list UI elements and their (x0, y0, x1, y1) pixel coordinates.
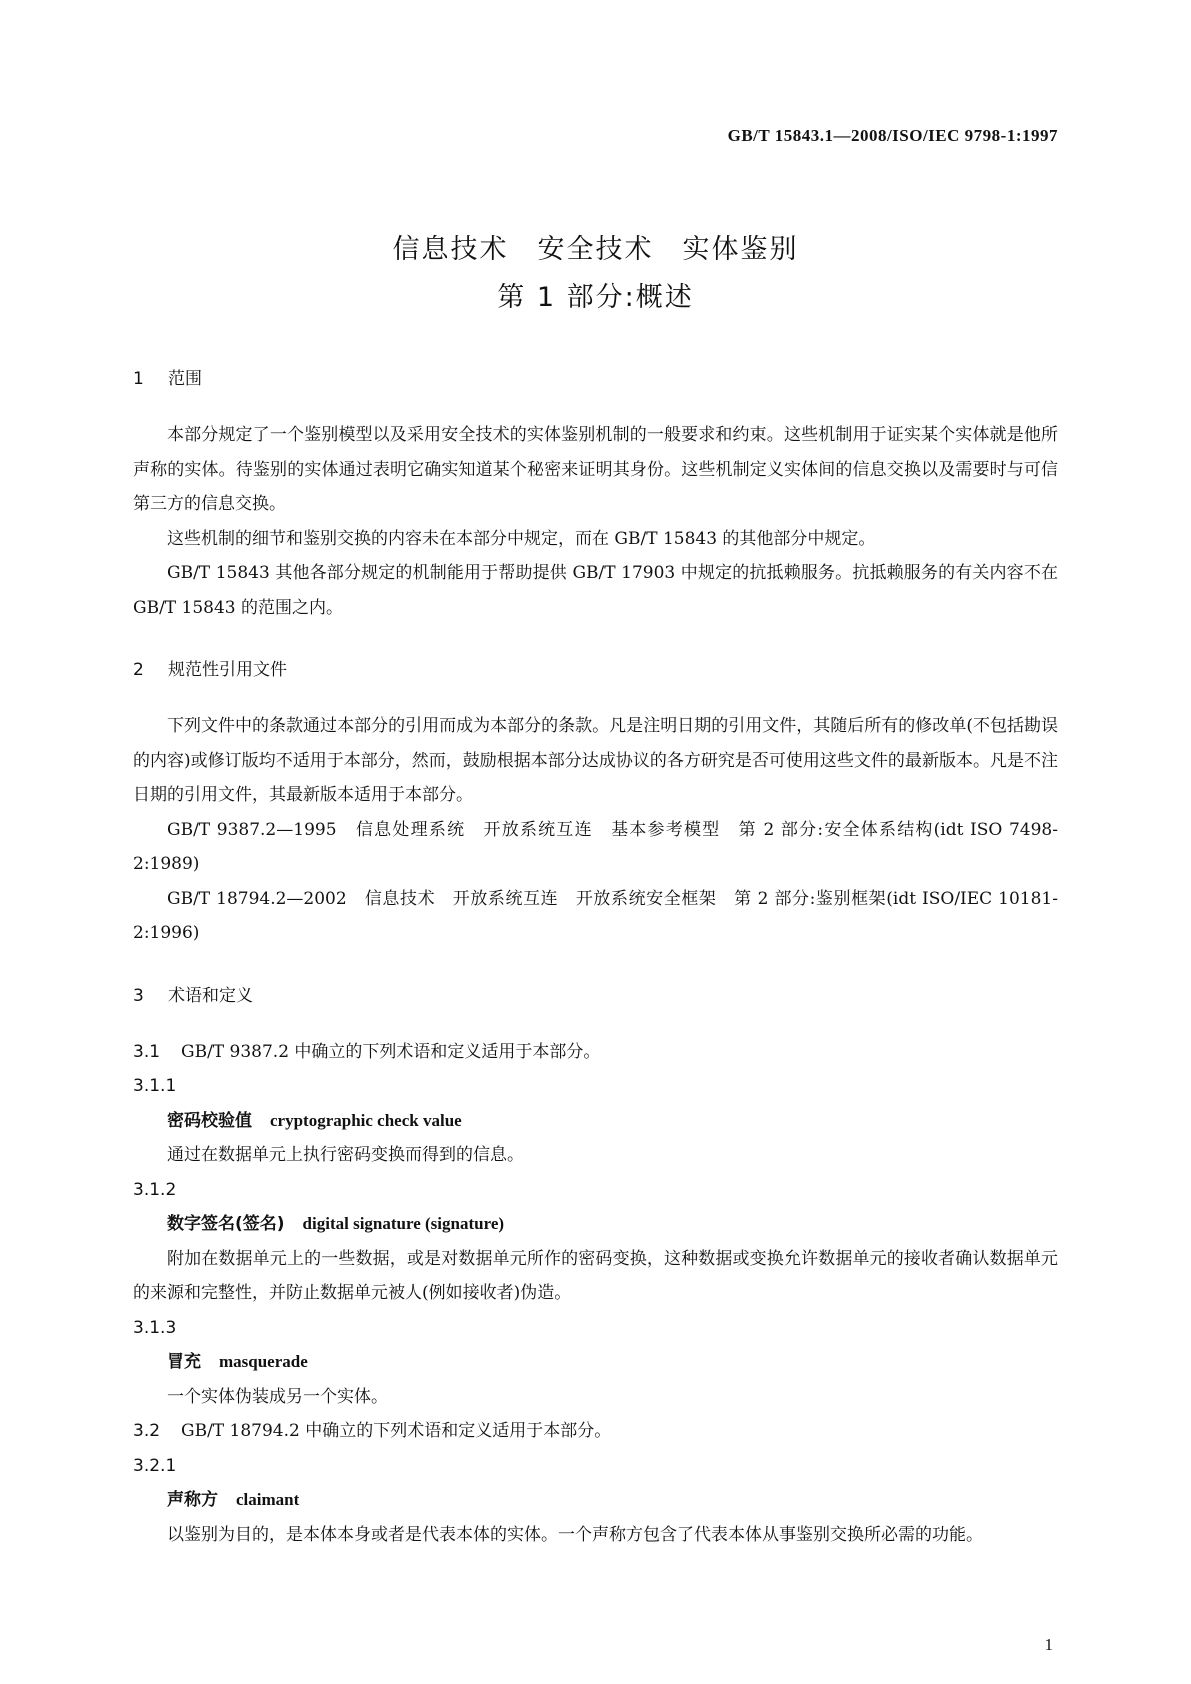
term-zh: 声称方 (167, 1490, 218, 1510)
section-number: 2 (133, 660, 144, 680)
term-en: masquerade (219, 1352, 308, 1371)
clause-text: GB/T 9387.2 中确立的下列术语和定义适用于本部分。 (181, 1041, 601, 1062)
term-3-1-1 (133, 1104, 1058, 1139)
term-3-2-1 (133, 1483, 1058, 1518)
section-number: 1 (133, 369, 144, 389)
term-zh: 密码校验值 (167, 1110, 252, 1131)
term-zh: 数字签名(签名) (167, 1214, 285, 1234)
term-3-1-3 (133, 1345, 1058, 1380)
document-title (0, 226, 1191, 322)
clause-3-2 (133, 1414, 1058, 1449)
section-title: 规范性引用文件 (168, 660, 287, 680)
term-en: claimant (236, 1490, 300, 1509)
standard-code: GB/T 15843.1—2008/ISO/IEC 9798-1:1997 (727, 126, 1058, 145)
section-number: 3 (133, 985, 144, 1006)
normative-reference-2: GB/T 18794.2—2002 信息技术 开放系统互连 开放系统安全框架 第 2 部分:鉴别框架(idt ISO/IEC 10181-2:1996) (133, 888, 1058, 943)
clause-3-1-2-number: 3.1.2 (133, 1179, 177, 1200)
term-en: cryptographic check value (270, 1110, 462, 1130)
clause-3-1-3-number: 3.1.3 (133, 1317, 177, 1338)
clause-3-1 (133, 1035, 1058, 1070)
section-1-heading (133, 364, 1058, 394)
section-3-heading (133, 981, 1058, 1011)
definition-3-2-1: 以鉴别为目的，是本体本身或者是代表本体的实体。一个声称方包含了代表本体从事鉴别交换所必需的功能。 (167, 1524, 983, 1545)
definition-3-1-2: 附加在数据单元上的一些数据，或是对数据单元所作的密码变换，这种数据或变换允许数据单元的接收者确认数据单元的来源和完整性，并防止数据单元被人(例如接收者)伪造。 (133, 1248, 1058, 1303)
section-title: 范围 (168, 369, 202, 389)
section-1-paragraph-2: 这些机制的细节和鉴别交换的内容未在本部分中规定，而在 GB/T 15843 的其他部分中规定。 (167, 528, 876, 549)
term-3-1-2 (133, 1207, 1058, 1242)
normative-reference-1: GB/T 9387.2—1995 信息处理系统 开放系统互连 基本参考模型 第 2 部分:安全体系结构(idt ISO 7498-2:1989) (133, 819, 1058, 874)
title-line-1: 信息技术 安全技术 实体鉴别 (392, 234, 799, 265)
term-zh: 冒充 (167, 1352, 201, 1372)
section-title: 术语和定义 (168, 985, 253, 1006)
page-number: 1 (1044, 1635, 1053, 1654)
clause-number: 3.1 (133, 1041, 161, 1062)
clause-3-1-1-number: 3.1.1 (133, 1076, 177, 1096)
main-content (133, 364, 1058, 1552)
clause-text: GB/T 18794.2 中确立的下列术语和定义适用于本部分。 (181, 1421, 612, 1441)
title-line-2: 第 1 部分:概述 (497, 282, 694, 313)
section-2-heading (133, 655, 1058, 685)
clause-3-2-1-number: 3.2.1 (133, 1455, 177, 1476)
clause-number: 3.2 (133, 1421, 161, 1441)
definition-3-1-1: 通过在数据单元上执行密码变换而得到的信息。 (167, 1145, 524, 1165)
term-en: digital signature (signature) (302, 1214, 505, 1233)
section-1-paragraph-1: 本部分规定了一个鉴别模型以及采用安全技术的实体鉴别机制的一般要求和约束。这些机制用于证实某个实体就是他所声称的实体。待鉴别的实体通过表明它确实知道某个秘密来证明其身份。这些机制定义实体间的信息交换以及需要时与可信第三方的信息交换。 (133, 425, 1058, 514)
section-1-paragraph-3: GB/T 15843 其他各部分规定的机制能用于帮助提供 GB/T 17903 中规定的抗抵赖服务。抗抵赖服务的有关内容不在 GB/T 15843 的范围之内。 (133, 563, 1058, 618)
definition-3-1-3: 一个实体伪装成另一个实体。 (167, 1386, 388, 1407)
section-2-paragraph-1: 下列文件中的条款通过本部分的引用而成为本部分的条款。凡是注明日期的引用文件，其随后所有的修改单(不包括勘误的内容)或修订版均不适用于本部分，然而，鼓励根据本部分达成协议的各方研究是否可使用这些文件的最新版本。凡是不注日期的引用文件，其最新版本适用于本部分。 (133, 716, 1058, 805)
